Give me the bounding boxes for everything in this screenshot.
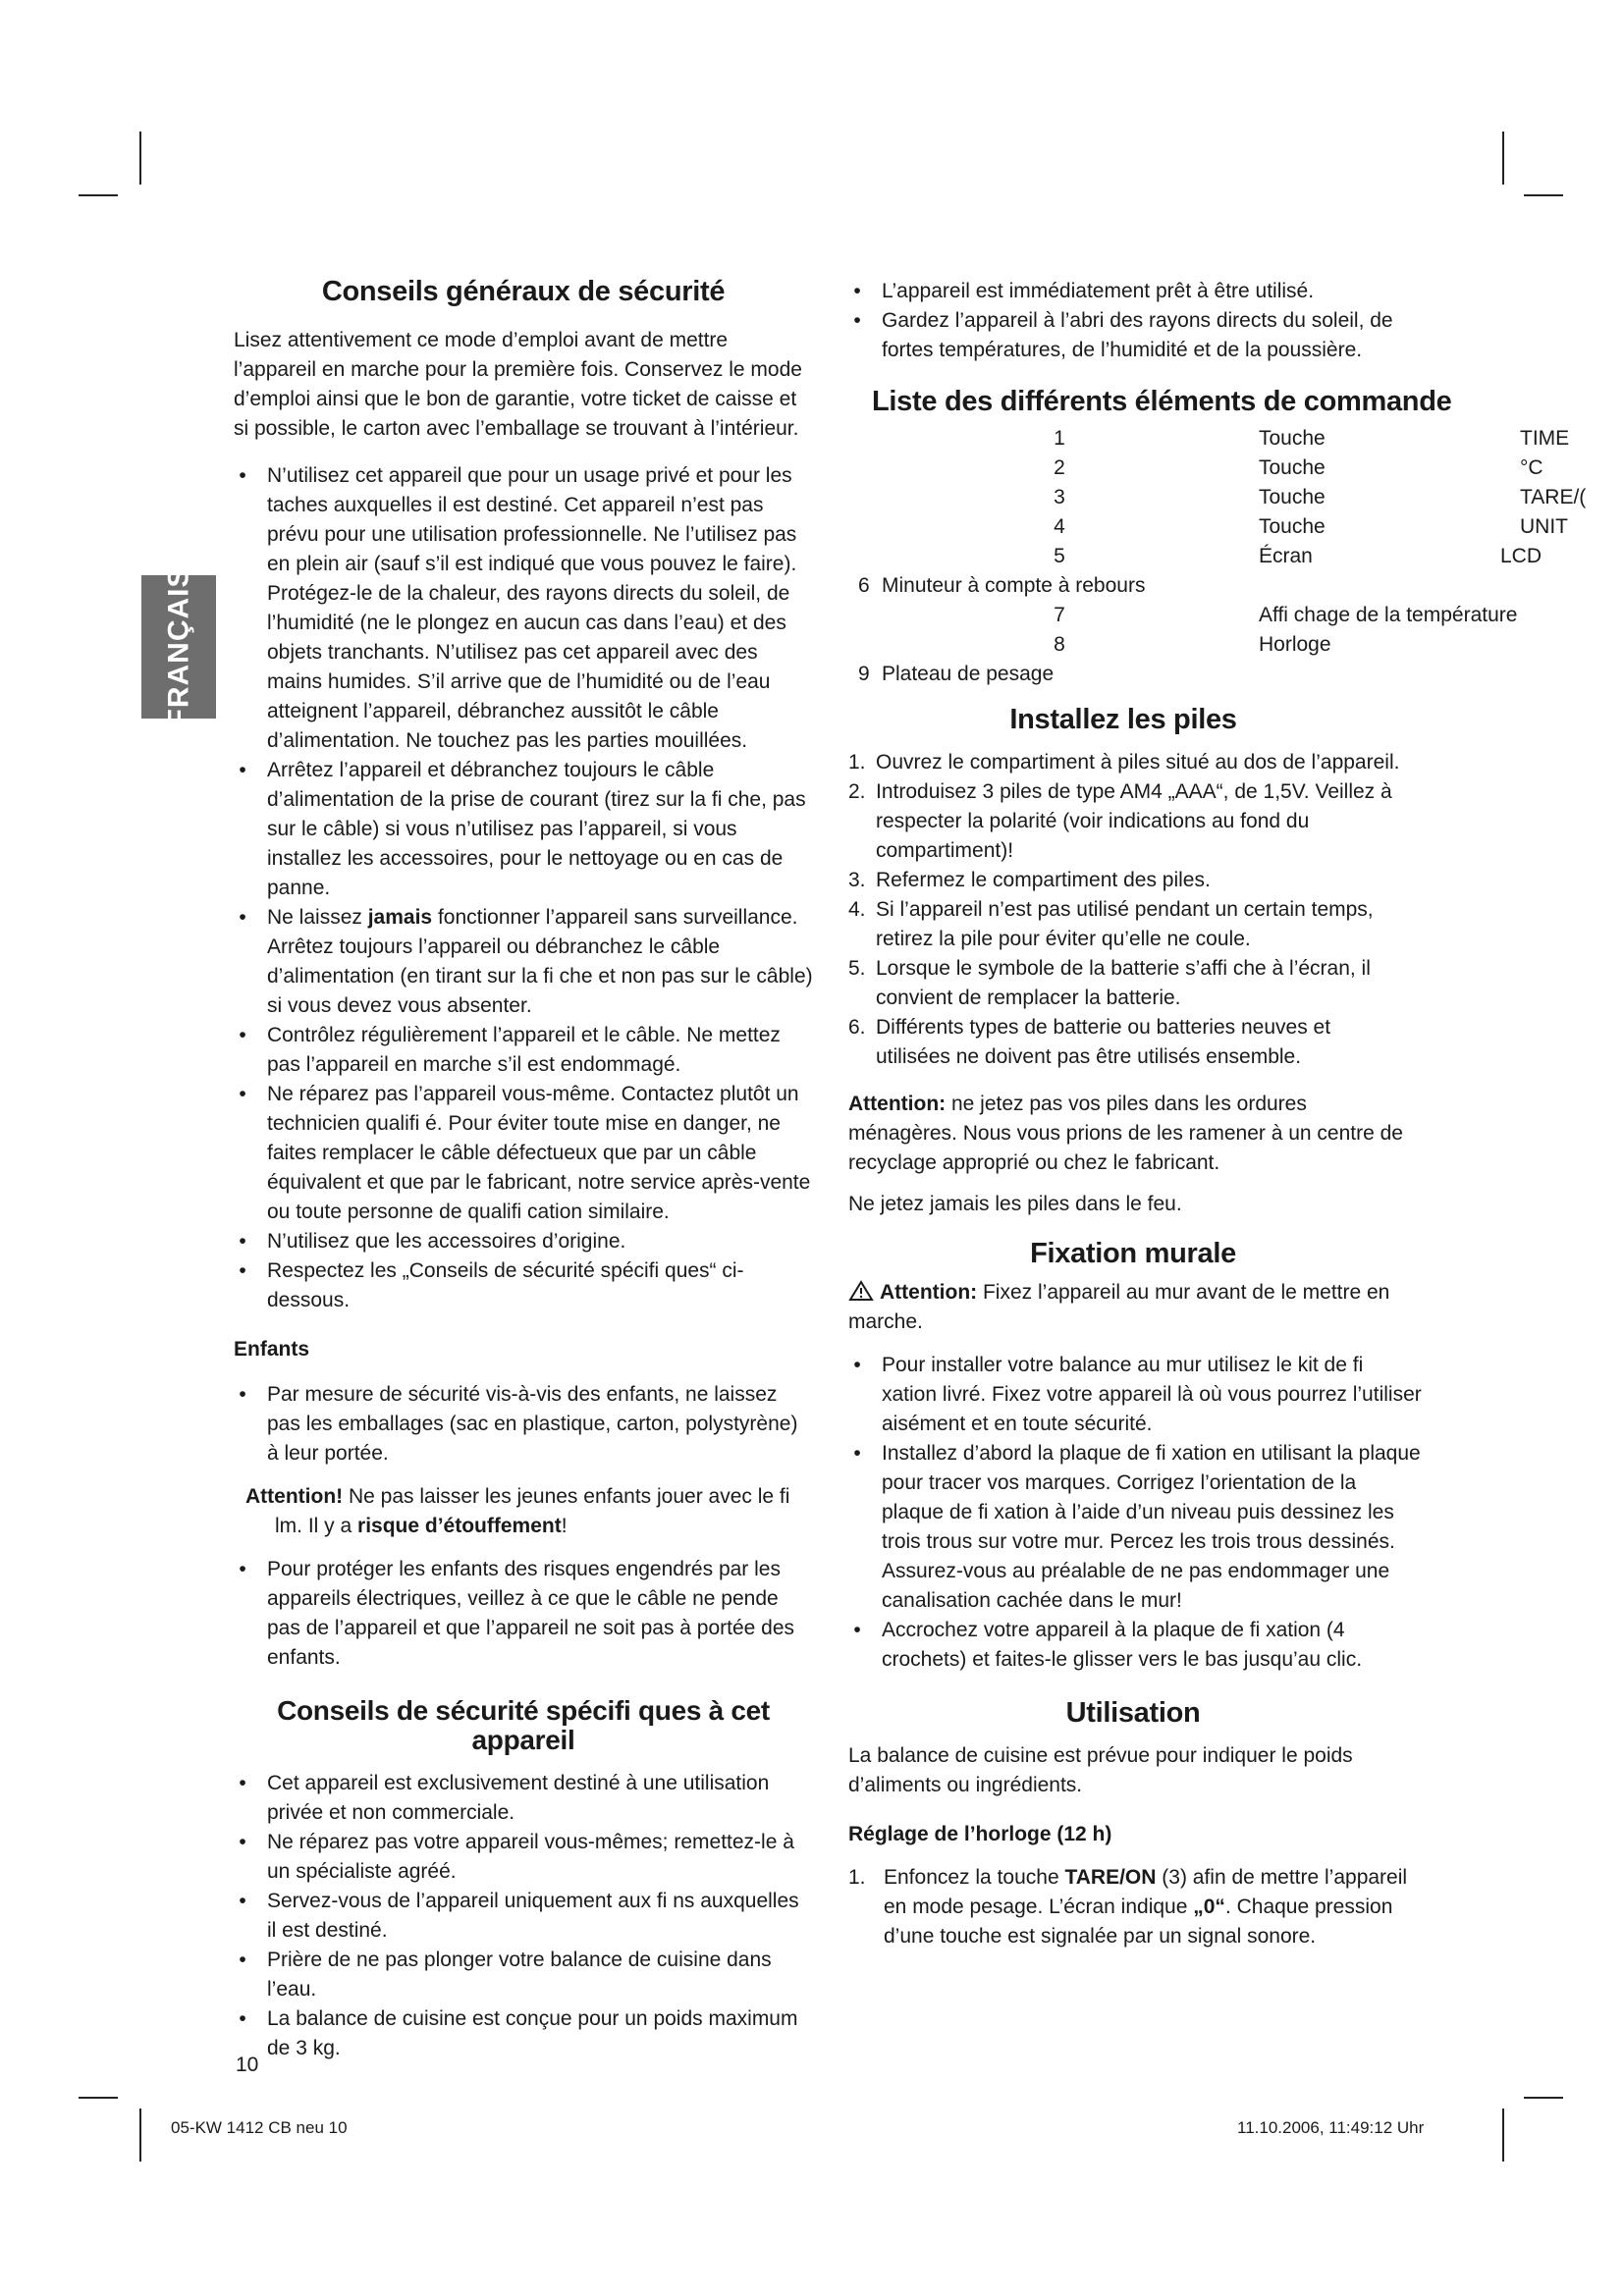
control-key: TARE/( [1520,486,1587,508]
control-row [848,571,1595,601]
list-item [234,1227,813,1256]
list-item-text: Prière de ne pas plonger votre balance de cuisine dans l’eau. [267,1949,772,2001]
step-text: Si l’appareil n’est pas utilisé pendant un certain temps, retirez la pile pour éviter qu’elle ne coule. [876,898,1374,950]
list-item [234,1828,813,1887]
step-text-c: . Chaque pression d’une touche est signalée par un signal sonore. [884,1896,1393,1948]
control-row [848,630,1595,660]
list-item-text: Gardez l’appareil à l’abri des rayons directs du soleil, de fortes températures, de l’humidité et de la poussière. [882,309,1393,361]
attention-bold: risque d’étouffement [357,1515,562,1537]
attention-label: Attention: [880,1281,978,1304]
batteries-fire-note: Ne jetez jamais les piles dans le feu. [848,1193,1182,1215]
footer-right: 11.10.2006, 11:49:12 Uhr [1237,2118,1425,2137]
list-item [848,1351,1424,1439]
list-item-text: Par mesure de sécurité vis-à-vis des enfants, ne laissez pas les emballages (sac en plastique, carton, polystyrène) à leur portée. [267,1383,798,1465]
crop-mark [139,132,141,185]
controls-title: Liste des différents éléments de commande [872,386,1452,417]
list-item [848,1439,1424,1616]
control-label: Touche [1259,486,1326,508]
intro-paragraph: Lisez attentivement ce mode d’emploi avant de mettre l’appareil en marche pour la première fois. Conservez le mode d’emploi ainsi que le bon de garantie, votre ticket de caisse et si possible, le carton avec l’emballage se trouvant à l’intérieur. [234,329,802,440]
control-label: Horloge [1259,633,1331,656]
control-key: UNIT [1520,515,1568,538]
list-item-text: Ne laissez [267,906,362,929]
control-label: Plateau de pesage [882,663,1055,685]
attention-text: Fixez l’appareil au mur avant de le mettre en marche. [848,1281,1390,1333]
footer-left: 05-KW 1412 CB neu 10 [171,2118,348,2137]
control-row [848,660,1595,689]
step [848,1013,1408,1072]
control-row [848,512,1595,542]
control-label: Écran [1259,545,1313,567]
crop-mark [1524,194,1563,196]
wall-list [848,1351,1424,1675]
list-item [234,1946,813,2004]
list-item-text: N’utilisez cet appareil que pour un usage privé et pour les taches auxquelles il est destiné. Cet appareil n’est pas prévu pour une utilisation professionnelle. Ne l’utilisez pas en plein air (sauf s’il est indiqué que vous pouvez le faire). Protégez-le de la chaleur, des rayons directs du soleil, de l’humidité (ne le plongez en aucun cas dans l’eau) et des objets tranchants. N’utilisez pas cet appareil avec des mains humides. S’il arrive que de l’humidité ou de l’eau atteignent l’appareil, débranchez aussitôt le câble d’alimentation. Ne touchez pas les parties mouillées. [267,464,797,752]
left-column [234,277,813,2063]
safety-list [234,461,813,1315]
crop-mark [139,2109,141,2162]
right-column [848,277,1595,1951]
step-text-a: Enfoncez la touche [884,1866,1059,1889]
list-item-text: Ne réparez pas l’appareil vous-même. Contactez plutôt un technicien qualifi é. Pour éviter toute mise en danger, ne faites remplacer le câble défectueux que par un câble équivalent et que par le fabricant, notre service après-vente ou toute personne de qualifi cation similaire. [267,1083,811,1223]
list-item [234,1080,813,1227]
crop-mark [1502,132,1504,185]
list-item [234,903,813,1021]
list-item [234,1769,813,1828]
crop-mark [79,2097,118,2099]
control-row [848,424,1595,454]
list-item-bold: jamais [367,906,433,929]
control-number: 1 [1054,427,1065,450]
control-label: Touche [1259,427,1326,450]
top-list [848,277,1398,365]
step-text: Refermez le compartiment des piles. [876,869,1211,891]
list-item [234,1887,813,1946]
usage-text: La balance de cuisine est prévue pour indiquer le poids d’aliments ou ingrédients. [848,1744,1353,1796]
step-text-b: (3) afin de mettre l’appareil en mode pesage. L’écran indique [884,1866,1408,1918]
control-number: 3 [1054,486,1065,508]
key-name: TARE/ON [1064,1866,1157,1889]
list-item [234,1021,813,1080]
crop-mark [1524,2097,1563,2099]
step-number: 4. [848,898,866,921]
list-item [234,2004,813,2063]
clock-heading: Réglage de l’horloge (12 h) [848,1823,1112,1845]
language-tab-label: FRANÇAIS [162,566,194,727]
control-number: 2 [1054,456,1065,479]
batteries-attention [848,1090,1418,1178]
usage-title: Utilisation [1065,1697,1201,1729]
specific-safety-title: Conseils de sécurité spécifi ques à cet appareil [277,1695,770,1755]
control-number: 7 [1054,604,1065,626]
batteries-steps [848,748,1408,1072]
control-key: TIME [1520,427,1570,450]
list-item-text: fonctionner l’appareil sans surveillance. Arrêtez toujours l’appareil ou débranchez le câble d’alimentation (en tirant sur la fi che et non pas sur le câble) si vous devez vous absenter. [267,906,813,1017]
list-item [234,1256,813,1315]
control-key: LCD [1500,545,1543,567]
step-number: 1. [848,1866,866,1889]
control-row [848,483,1595,512]
crop-mark [79,194,118,196]
warning-icon [848,1280,874,1302]
step [848,748,1408,777]
attention-end: ! [561,1515,568,1537]
list-item [848,277,1398,306]
control-key: °C [1520,456,1543,479]
control-label: Minuteur à compte à rebours [882,574,1146,597]
control-row [848,454,1595,483]
step-number: 3. [848,869,866,891]
display-value: „0“ [1193,1896,1225,1918]
step-text [884,1863,1428,1951]
list-item-text: Cet appareil est exclusivement destiné à une utilisation privée et non commerciale. [267,1772,770,1824]
list-item-text: L’appareil est immédiatement prêt à être utilisé. [882,280,1315,302]
specific-list [234,1769,813,2063]
list-item-text: La balance de cuisine est conçue pour un poids maximum de 3 kg. [267,2007,798,2059]
controls-list [848,424,1595,689]
step [848,866,1408,895]
list-item [234,756,813,903]
list-item-text: Arrêtez l’appareil et débranchez toujours le câble d’alimentation de la prise de courant (tirez sur la fi che, pas sur le câble) si vous n’utilisez pas l’appareil, si vous installez les accessoires, pour le nettoyage ou en cas de panne. [267,759,806,899]
list-item-text: Accrochez votre appareil à la plaque de fi xation (4 crochets) et faites-le glisser vers le bas jusqu’au clic. [882,1619,1363,1671]
batteries-title: Installez les piles [1009,704,1237,735]
children-list-2 [234,1555,813,1673]
step-text: Introduisez 3 piles de type AM4 „AAA“, de 1,5V. Veillez à respecter la polarité (voir indications au fond du compartiment)! [876,780,1392,862]
wall-attention [848,1278,1408,1337]
children-attention [245,1482,813,1541]
crop-mark [1502,2109,1504,2162]
control-label: Touche [1259,456,1326,479]
list-item [234,461,813,756]
general-safety-title: Conseils généraux de sécurité [321,276,726,307]
list-item [234,1380,813,1468]
step-text: Lorsque le symbole de la batterie s’affi che à l’écran, il convient de remplacer la batterie. [876,957,1371,1009]
attention-label: Attention! [245,1485,344,1508]
children-heading: Enfants [234,1338,310,1361]
step-number: 1. [848,751,866,774]
list-item-text: Pour installer votre balance au mur utilisez le kit de fi xation livré. Fixez votre appareil là où vous pourrez l’utiliser aisément et en toute sécurité. [882,1354,1422,1435]
step-number: 2. [848,780,866,803]
attention-text: Ne pas laisser les jeunes enfants jouer avec le fi lm. Il y a [275,1485,790,1537]
control-number: 4 [1054,515,1065,538]
attention-text: ne jetez pas vos piles dans les ordures ménagères. Nous vous prions de les ramener à un centre de recyclage approprié ou chez le fabricant. [848,1093,1403,1174]
list-item [234,1555,813,1673]
language-tab [141,566,216,727]
control-label: Touche [1259,515,1326,538]
clock-step [848,1863,1428,1951]
list-item-text: Respectez les „Conseils de sécurité spécifi ques“ ci-dessous. [267,1259,744,1311]
list-item-text: Contrôlez régulièrement l’appareil et le câble. Ne mettez pas l’appareil en marche s’il est endommagé. [267,1024,781,1076]
control-number: 8 [1054,633,1065,656]
step-text: Différents types de batterie ou batteries neuves et utilisées ne doivent pas être utilisés ensemble. [876,1016,1331,1068]
list-item-text: Installez d’abord la plaque de fi xation en utilisant la plaque pour tracer vos marques. Corrigez l’orientation de la plaque de fi xation à l’aide d’un niveau puis dessinez les trois trous sur votre mur. Percez les trois trous dessinés. Assurez-vous au préalable de ne pas endommager une canalisation cachée dans le mur! [882,1442,1421,1612]
list-item-text: Pour protéger les enfants des risques engendrés par les appareils électriques, veillez à ce que le câble ne pende pas de l’appareil et que l’appareil ne soit pas à portée des enfants. [267,1558,795,1669]
control-label: Affi chage de la température [1259,604,1518,626]
control-number: 6 [858,574,870,597]
step [848,895,1408,954]
children-list [234,1380,813,1468]
step-number: 5. [848,957,866,980]
list-item-text: Ne réparez pas votre appareil vous-mêmes; remettez-le à un spécialiste agréé. [267,1831,794,1883]
control-row [848,542,1595,571]
list-item [848,306,1398,365]
control-row [848,601,1595,630]
page-number: 10 [236,2054,259,2076]
list-item-text: N’utilisez que les accessoires d’origine. [267,1230,626,1253]
list-item [848,1616,1424,1675]
list-item-text: Servez-vous de l’appareil uniquement aux fi ns auxquelles il est destiné. [267,1890,799,1942]
wall-mount-title: Fixation murale [1030,1238,1236,1269]
control-number: 9 [858,663,870,685]
attention-label: Attention: [848,1093,947,1115]
step [848,954,1408,1013]
step [848,777,1408,866]
step-number: 6. [848,1016,866,1039]
control-number: 5 [1054,545,1065,567]
step-text: Ouvrez le compartiment à piles situé au dos de l’appareil. [876,751,1400,774]
